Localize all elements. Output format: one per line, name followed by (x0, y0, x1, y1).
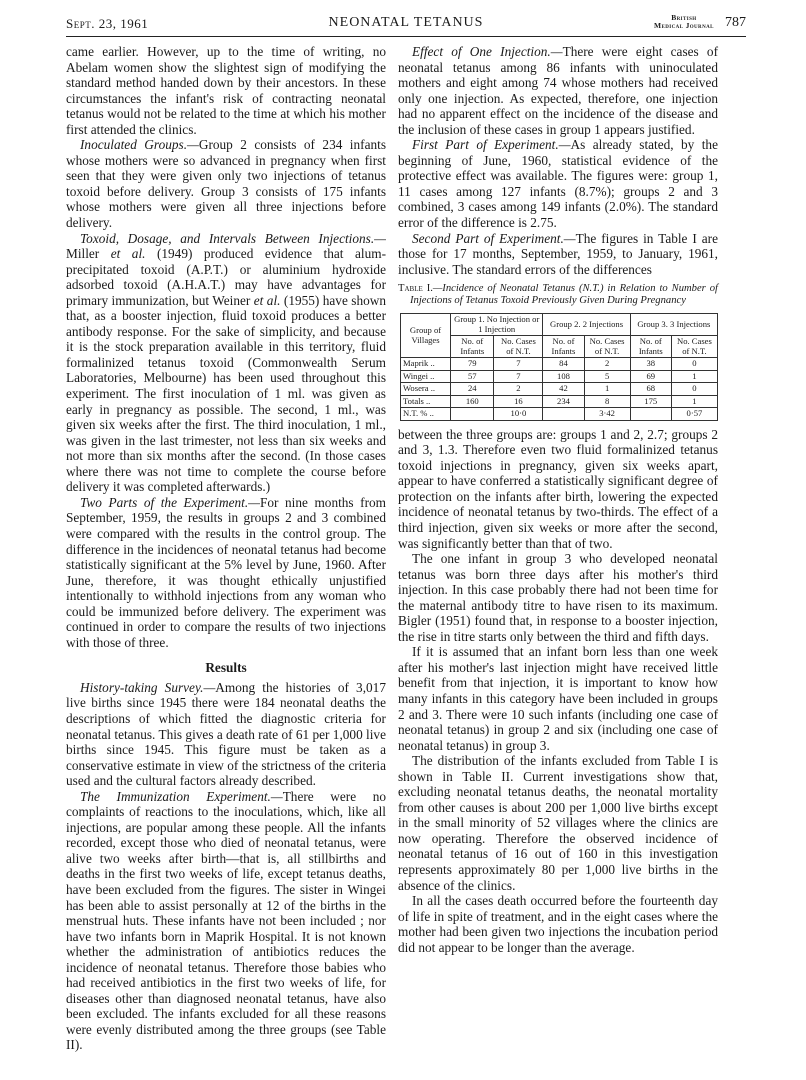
table-cell: 57 (451, 370, 494, 383)
paragraph-text: (1949) produced evidence that alum-precipitated toxoid (A.P.T.) or aluminium hydroxide adsorbed toxoid (A.H.A.T.) may have advantages for primary immunization, but Weiner (66, 246, 386, 308)
table-caption (398, 283, 718, 307)
table-cell: 38 (630, 358, 671, 371)
page-number: 787 (725, 15, 746, 30)
sub-header-cases: No. Cases of N.T. (494, 336, 543, 358)
et-al: et al. (110, 246, 146, 262)
table-cell: 69 (630, 370, 671, 383)
paragraph: came earlier. However, up to the time of writing, no Abelam women show the slightest sign of modifying the standard method handed down by their ancestors. In these circumstances the infant's risk of contracting neonatal tetanus would not be related to the time at which his mother first attended the clinics. (66, 44, 386, 137)
table-cell: 5 (584, 370, 630, 383)
sub-header-infants: No. of Infants (451, 336, 494, 358)
paragraph-text: The figures in Table I are those for 17 months, September, 1959, to January, 1961, inclusive. The standard errors of the differences (398, 230, 718, 277)
paragraph-heading: The Immunization Experiment.— (80, 788, 283, 804)
table-cell: 7 (494, 370, 543, 383)
table-cell (451, 408, 494, 421)
table-cell: 10·0 (494, 408, 543, 421)
paragraph: between the three groups are: groups 1 and 2, 2.7; groups 2 and 3, 1.3. Therefore even two fluid formalinized tetanus toxoid injections in pregnancy, given six weeks apart, appear to have conferred a statistically significant degree of protection on the infants after birth, lowering the expected incidence of neonatal tetanus by two-thirds. The effect of a third injection, given six weeks or more after the second, was significantly better than that of two. (398, 426, 718, 551)
paragraph-heading: Effect of One Injection.— (412, 44, 563, 59)
table-cell: 2 (494, 383, 543, 396)
paragraph-text: Among the histories of 3,017 live births since 1945 there were 184 neonatal deaths the descriptions of which fitted the diagnostic criteria for neonatal tetanus. This gives a death rate of 61 per 1,000 live births since 1945. This figure must be taken as a conservative estimate in view of the strictness of the criteria used and the cultural factors already described. (66, 679, 386, 789)
table-cell: 42 (543, 383, 584, 396)
table-cell: 68 (630, 383, 671, 396)
sub-header-cases: No. Cases of N.T. (671, 336, 717, 358)
table-1 (400, 313, 718, 421)
table-row (401, 358, 718, 371)
paragraph (398, 231, 718, 278)
table-cell: Wingei .. (401, 370, 451, 383)
header-date: Sept. 23, 1961 (66, 16, 149, 31)
table-cell: 7 (494, 358, 543, 371)
paragraph: In all the cases death occurred before the fourteenth day of life in spite of treatment, and in the eight cases where the mother had been given two injections the incubation period did not appear to be longer than the average. (398, 893, 718, 955)
table-row-totals (401, 395, 718, 408)
col-header-group-3: Group 3. 3 Injections (630, 314, 717, 336)
table-cell: 16 (494, 395, 543, 408)
col-header-villages: Group of Villages (401, 314, 451, 358)
col-header-group-2: Group 2. 2 Injections (543, 314, 630, 336)
paragraph: If it is assumed that an infant born less than one week after his mother's last injection might have received little benefit from that injection, it is important to know how many infants in this category have been included in groups 2 and 3. There were 10 such infants (including one case of neonatal tetanus) in group 2 and six (including one case of neonatal tetanus) in group 3. (398, 644, 718, 753)
table-cell: 1 (671, 395, 717, 408)
table-cell: 3·42 (584, 408, 630, 421)
paragraph-heading: Two Parts of the Experiment.— (80, 494, 260, 510)
paragraph-heading: Toxoid, Dosage, and Intervals Between Injections.— (80, 230, 386, 246)
table-cell: 1 (671, 370, 717, 383)
table-cell: 0 (671, 383, 717, 396)
paragraph (66, 231, 386, 495)
sub-header-cases: No. Cases of N.T. (584, 336, 630, 358)
table-caption-text: —Incidence of Neonatal Tetanus (N.T.) in Relation to Number of Injections of Tetanus Toxoid Previously Given During Pregnancy (410, 283, 719, 307)
paragraph-text: (1955) have shown that, as a booster injection, fluid toxoid produces a better antibody response. For the sake of simplicity, and because it is the stock preparation available in this territory, fluid formalinized tetanus toxoid (Commonwealth Serum Laboratories, Melbourne) has been used throughout this experiment. The first inoculation of 1 ml. was given as early in pregnancy as possible. The second, 1 ml., was given six weeks after the first. The third inoculation, 1 ml., was given in the last trimester, not less than six weeks and not more than six months after the second. (In those cases where there was not time to complete the course before delivery it was completed afterwards.) (66, 292, 387, 495)
table-cell: 79 (451, 358, 494, 371)
paragraph-heading: History-taking Survey.— (80, 679, 216, 695)
section-heading-results: Results (205, 660, 247, 676)
paragraph: The distribution of the infants excluded from Table I is shown in Table II. Current investigations show that, excluding neonatal tetanus deaths, the neonatal mortality from other causes is about 200 per 1,000 live births except in the small minority of 52 villages where the clinics are now operating. Therefore the observed incidence of neonatal tetanus of 16 out of 160 in this investigation represents approximately 80 per 1,000 live births in the absence of the clinics. (398, 753, 718, 893)
paragraph-text: There were no complaints of reactions to the inoculations, which, like all injections, are popular among these people. All the infants recorded, except those who died of neonatal tetanus, were alive two weeks after birth—that is, all stillbirths and deaths in the first two weeks of life, except tetanus deaths, have been excluded from the figures. The sister in Wingei has been able to assist personally at 12 of the births in the menstrual huts. These infants have not been included ; nor have two infants born in Maprik Hospital. It is not known whether the administration of antibiotics reduces the incidence of neonatal tetanus. Therefore those babies who had received antibiotics in the first two weeks of life, for diseases other than diagnosed neonatal tetanus, have also been excluded. The infants excluded for all these reasons were evenly distributed among the three groups (see Table II). (66, 788, 386, 1053)
journal-line-1: British (671, 13, 697, 22)
table-caption-lead: Table I. (398, 283, 433, 295)
paragraph-text: There were eight cases of neonatal tetanus among 86 infants with uninoculated mothers and eight among 74 whose mothers had received only one injection. As expected, therefore, one injection had no apparent effect on the incidence of the disease and the inclusion of these cases in group 1 appears justified. (398, 44, 719, 137)
table-cell: 175 (630, 395, 671, 408)
left-column (66, 44, 386, 1053)
table-cell: 0·57 (671, 408, 717, 421)
paragraph (66, 680, 386, 789)
table-cell: Wosera .. (401, 383, 451, 396)
table-cell (543, 408, 584, 421)
table-row (401, 383, 718, 396)
table-cell: 1 (584, 383, 630, 396)
paragraph (66, 137, 386, 230)
table-row (401, 370, 718, 383)
table-cell: Totals .. (401, 395, 451, 408)
paragraph-text: As already stated, by the beginning of June, 1960, statistical evidence of the protective effect was available. The figures were: group 1, 11 cases among 127 infants (8.7%); groups 2 and 3 combined, 3 cases among 149 infants (2.0%). The standard error of the difference is 2.75. (398, 137, 718, 231)
paragraph (398, 137, 718, 230)
table-cell: 108 (543, 370, 584, 383)
paragraph (66, 789, 386, 1053)
table-cell: Maprik .. (401, 358, 451, 371)
running-header (66, 14, 746, 37)
table-cell: 0 (671, 358, 717, 371)
paragraph-heading: First Part of Experiment.— (412, 137, 571, 153)
table-cell: 234 (543, 395, 584, 408)
col-header-group-1: Group 1. No Injection or 1 Injection (451, 314, 543, 336)
journal-line-2: Medical Journal (654, 21, 714, 30)
right-column (398, 44, 718, 955)
journal-logo (654, 14, 714, 30)
table-cell: 24 (451, 383, 494, 396)
paragraph (398, 44, 718, 137)
table-cell: N.T. % .. (401, 408, 451, 421)
paragraph-heading: Inoculated Groups.— (80, 137, 199, 153)
sub-header-infants: No. of Infants (630, 336, 671, 358)
paragraph-heading: Second Part of Experiment.— (412, 230, 576, 246)
et-al: et al. (253, 292, 281, 308)
table-cell: 2 (584, 358, 630, 371)
table-cell: 160 (451, 395, 494, 408)
table-row-nt-percent (401, 408, 718, 421)
paragraph-text: For nine months from September, 1959, the results in groups 2 and 3 combined were compared with the results in the control group. The difference in the incidences of neonatal tetanus had become statistically significant at the 5% level by June, 1960. After June, therefore, it was thought ethically unjustified intentionally to withhold injections from any woman who could be immunized before delivery. The experiment was continued in order to compare the results of two injections with those of three. (66, 494, 387, 650)
paragraph-text: Group 2 consists of 234 infants whose mothers were so advanced in pregnancy when first seen that they were given only two injections of tetanus toxoid before delivery. Group 3 consists of 175 infants whose mothers were given all three injections before delivery. (66, 137, 386, 231)
paragraph: The one infant in group 3 who developed neonatal tetanus was born three days after his mother's third injection. In this case probably there had not been time for the maternal antibody titre to have risen to its maximum. Bigler (1951) found that, in response to a booster injection, the rise in titre starts only between the third and fifth days. (398, 551, 718, 644)
table-cell: 84 (543, 358, 584, 371)
paragraph (66, 495, 386, 650)
table-cell (630, 408, 671, 421)
header-title: NEONATAL TETANUS (328, 15, 484, 30)
sub-header-infants: No. of Infants (543, 336, 584, 358)
paragraph-text: Miller (66, 246, 111, 262)
table-cell: 8 (584, 395, 630, 408)
